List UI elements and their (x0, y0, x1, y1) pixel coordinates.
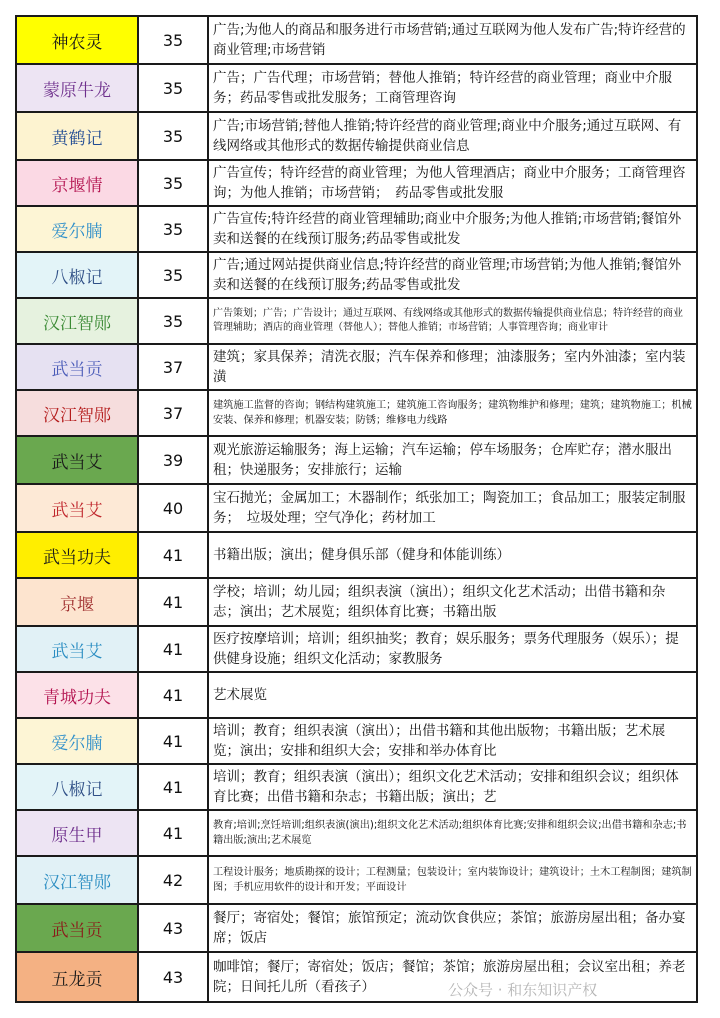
brand-name: 武当贡 (51, 359, 103, 380)
class-number: 35 (162, 311, 184, 331)
class-number-cell (138, 810, 208, 856)
services-text: 广告;通过网站提供商业信息;特许经营的商业管理;市场营销;为他人推销;餐馆外卖和送餐的在线预订服务;药品零售或批发 (213, 257, 682, 293)
class-number: 41 (162, 685, 184, 705)
services-text: 医疗按摩培训；培训；组织抽奖；教育；娱乐服务；票务代理服务（娱乐）；提供健身设施；组织文化活动；家教服务 (213, 631, 679, 667)
services-cell (208, 16, 697, 64)
brand-name-cell (16, 344, 138, 390)
brand-name-cell (16, 718, 138, 764)
table-row (16, 718, 697, 764)
class-number-cell (138, 206, 208, 252)
class-number-cell (138, 16, 208, 64)
class-number: 41 (162, 639, 184, 659)
brand-name: 汉江智郧 (43, 405, 111, 426)
brand-name-cell (16, 390, 138, 436)
brand-name: 蒙原牛龙 (43, 80, 111, 101)
watermark-text: 公众号 · 和东知识产权 (448, 981, 598, 999)
table-row (16, 16, 697, 64)
class-number: 41 (162, 823, 184, 843)
services-cell (208, 112, 697, 160)
services-cell (208, 64, 697, 112)
services-text: 培训；教育；组织表演（演出）；组织文化艺术活动；安排和组织会议；组织体育比赛；出借书籍和杂志；书籍出版；演出；艺 (213, 769, 679, 805)
services-text: 广告；广告代理；市场营销；替他人推销；特许经营的商业管理；商业中介服务；药品零售或批发服务；工商管理咨询 (213, 70, 672, 106)
services-cell (208, 856, 697, 904)
services-cell (208, 160, 697, 206)
class-number: 41 (162, 545, 184, 565)
services-text: 建筑；家具保养；清洗衣服；汽车保养和修理；油漆服务；室内外油漆；室内装潢 (213, 349, 686, 385)
brand-name: 黄鹤记 (51, 128, 103, 149)
class-number: 35 (162, 78, 184, 98)
services-cell (208, 344, 697, 390)
services-text: 广告策划；广告；广告设计；通过互联网、有线网络或其他形式的数据传输提供商业信息；特许经营的商业管理辅助；酒店的商业管理（替他人）；替他人推销；市场营销；人事管理咨询；商业审计 (213, 307, 683, 333)
brand-name-cell (16, 952, 138, 1002)
class-number-cell (138, 160, 208, 206)
brand-name-cell (16, 578, 138, 626)
table-row (16, 206, 697, 252)
class-number: 41 (162, 777, 184, 797)
brand-name-cell (16, 856, 138, 904)
services-cell (208, 532, 697, 578)
services-cell (208, 718, 697, 764)
class-number-cell (138, 578, 208, 626)
class-number: 37 (162, 403, 184, 423)
table-row (16, 112, 697, 160)
class-number-cell (138, 298, 208, 344)
services-cell (208, 904, 697, 952)
brand-name: 京堰 (60, 594, 94, 615)
brand-name: 爱尔腩 (51, 733, 103, 754)
services-cell (208, 436, 697, 484)
class-number: 41 (162, 731, 184, 751)
services-text: 广告宣传;特许经营的商业管理辅助;商业中介服务;为他人推销;市场营销;餐馆外卖和送餐的在线预订服务;药品零售或批发 (213, 211, 682, 247)
brand-name-cell (16, 298, 138, 344)
class-number-cell (138, 672, 208, 718)
brand-name-cell (16, 206, 138, 252)
class-number-cell (138, 64, 208, 112)
brand-name: 青城功夫 (43, 687, 111, 708)
brand-name: 神农灵 (51, 32, 103, 53)
brand-name: 武当艾 (51, 641, 103, 662)
class-number-cell (138, 764, 208, 810)
brand-name: 武当功夫 (43, 547, 111, 568)
services-text: 餐厅；寄宿处；餐馆；旅馆预定；流动饮食供应；茶馆；旅游房屋出租；备办宴席；饭店 (213, 910, 686, 946)
table-row (16, 764, 697, 810)
class-number-cell (138, 952, 208, 1002)
brand-name-cell (16, 672, 138, 718)
class-number-cell (138, 436, 208, 484)
brand-name-cell (16, 764, 138, 810)
table-row (16, 672, 697, 718)
class-number: 41 (162, 592, 184, 612)
services-cell (208, 672, 697, 718)
services-text: 广告;市场营销;替他人推销;特许经营的商业管理;商业中介服务;通过互联网、有线网络或其他形式的数据传输提供商业信息 (213, 118, 682, 154)
class-number: 43 (162, 918, 184, 938)
table-row (16, 390, 697, 436)
brand-name-cell (16, 484, 138, 532)
class-number: 40 (162, 498, 184, 518)
brand-name-cell (16, 904, 138, 952)
table-row (16, 904, 697, 952)
services-cell (208, 810, 697, 856)
services-cell (208, 206, 697, 252)
brand-name: 原生甲 (51, 825, 103, 846)
class-number-cell (138, 626, 208, 672)
brand-name-cell (16, 532, 138, 578)
class-number-cell (138, 390, 208, 436)
table-row (16, 344, 697, 390)
brand-name-cell (16, 64, 138, 112)
services-cell (208, 252, 697, 298)
trademark-class-table (15, 15, 698, 1003)
services-cell (208, 390, 697, 436)
services-cell (208, 764, 697, 810)
brand-name: 武当艾 (51, 452, 103, 473)
services-cell (208, 626, 697, 672)
services-cell (208, 298, 697, 344)
brand-name: 京堰情 (51, 175, 103, 196)
brand-name: 汉江智郧 (43, 872, 111, 893)
services-text: 教育;培训;烹饪培训;组织表演(演出);组织文化艺术活动;组织体育比赛;安排和组织会议;出借书籍和杂志;书籍出版;演出;艺术展览 (213, 820, 687, 846)
brand-name-cell (16, 252, 138, 298)
class-number: 42 (162, 870, 184, 890)
services-cell (208, 578, 697, 626)
class-number-cell (138, 252, 208, 298)
brand-name-cell (16, 436, 138, 484)
brand-name: 汉江智郧 (43, 313, 111, 334)
table-row (16, 532, 697, 578)
brand-name: 八椒记 (51, 267, 103, 288)
services-text: 建筑施工监督的咨询；钢结构建筑施工；建筑施工咨询服务；建筑物维护和修理；建筑；建筑物施工；机械安装、保养和修理；机器安装；防锈；维修电力线路 (213, 400, 692, 426)
class-number-cell (138, 532, 208, 578)
table-row (16, 626, 697, 672)
services-cell (208, 484, 697, 532)
class-number: 39 (162, 450, 184, 470)
class-number-cell (138, 856, 208, 904)
class-number-cell (138, 112, 208, 160)
services-text: 观光旅游运输服务；海上运输；汽车运输；停车场服务；仓库贮存；潜水服出租；快递服务；安排旅行；运输 (213, 442, 672, 478)
table-row (16, 578, 697, 626)
table-row (16, 484, 697, 532)
class-number-cell (138, 718, 208, 764)
table-row (16, 298, 697, 344)
services-text: 学校；培训；幼儿园；组织表演（演出）；组织文化艺术活动；出借书籍和杂志；演出；艺术展览；组织体育比赛；书籍出版 (213, 584, 666, 620)
services-text: 艺术展览 (213, 687, 267, 703)
class-number: 43 (162, 967, 184, 987)
class-number: 35 (162, 219, 184, 239)
services-text: 培训；教育；组织表演（演出）；出借书籍和其他出版物；书籍出版；艺术展览；演出；安排和组织大会；安排和举办体育比 (213, 723, 666, 759)
class-number: 37 (162, 357, 184, 377)
services-text: 广告;为他人的商品和服务进行市场营销;通过互联网为他人发布广告;特许经营的商业管理;市场营销 (213, 22, 686, 58)
services-text: 书籍出版；演出；健身俱乐部（健身和体能训练） (213, 547, 510, 563)
brand-name-cell (16, 810, 138, 856)
brand-name: 武当贡 (51, 920, 103, 941)
table-row (16, 160, 697, 206)
table-row (16, 436, 697, 484)
class-number-cell (138, 904, 208, 952)
services-text: 宝石抛光；金属加工；木器制作；纸张加工；陶瓷加工；食品加工；服装定制服务； 垃圾处理；空气净化；药材加工 (213, 490, 686, 526)
class-number-cell (138, 484, 208, 532)
brand-name: 爱尔腩 (51, 221, 103, 242)
brand-name-cell (16, 160, 138, 206)
table-body (16, 16, 697, 1002)
services-text: 广告宣传；特许经营的商业管理；为他人管理酒店；商业中介服务；工商管理咨询；为他人推销；市场营销； 药品零售或批发服 (213, 165, 686, 201)
table-row (16, 252, 697, 298)
table-row (16, 810, 697, 856)
brand-name: 八椒记 (51, 779, 103, 800)
table-row (16, 856, 697, 904)
services-text: 工程设计服务；地质勘探的设计；工程测量；包装设计；室内装饰设计；建筑设计；土木工程制图；建筑制图；手机应用软件的设计和开发；平面设计 (213, 867, 692, 893)
class-number: 35 (162, 265, 184, 285)
class-number-cell (138, 344, 208, 390)
brand-name: 五龙贡 (51, 969, 103, 990)
class-number: 35 (162, 30, 184, 50)
services-text: 咖啡馆；餐厅；寄宿处；饭店；餐馆；茶馆；旅游房屋出租；会议室出租；养老院；日间托儿所（看孩子） (213, 959, 686, 995)
class-number: 35 (162, 173, 184, 193)
brand-name: 武当艾 (51, 500, 103, 521)
class-number: 35 (162, 126, 184, 146)
table-row (16, 64, 697, 112)
brand-name-cell (16, 112, 138, 160)
brand-name-cell (16, 16, 138, 64)
brand-name-cell (16, 626, 138, 672)
